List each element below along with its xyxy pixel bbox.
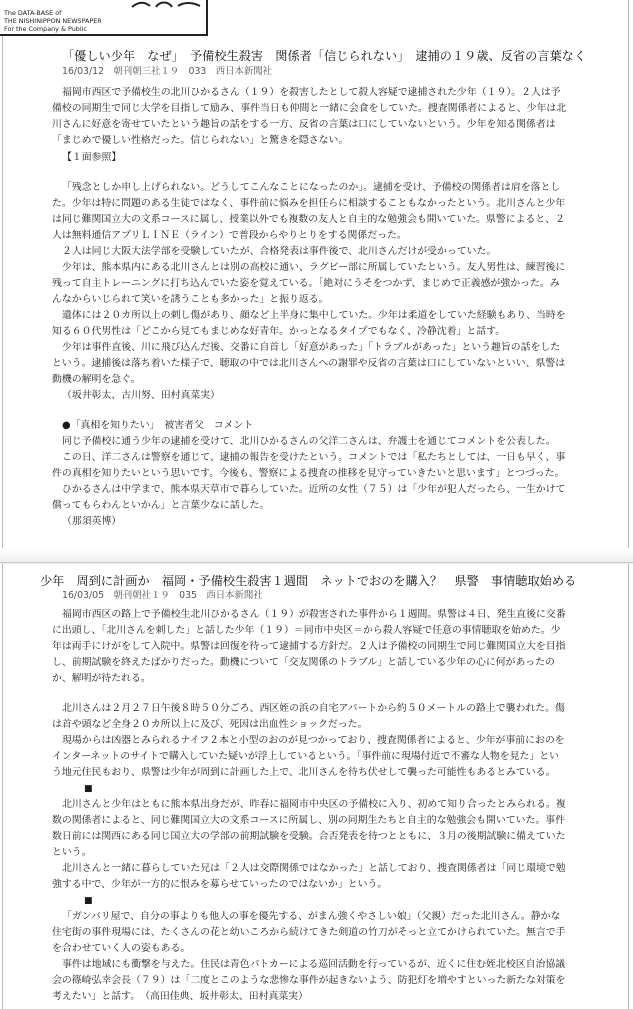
- article-body-line: 少年は、熊本県内にある北川さんとは別の高校に通い、ラグビー部に所属していたという。友人男性は、練習後に: [62, 262, 566, 273]
- article-body-line: 遺体には２０カ所以上の刺し傷があり、顔など上半身に集中していた。少年は柔道をしていた経験もあり、当時を: [62, 310, 566, 321]
- article-body-line: 「ガンバリ屋で、自分の事よりも他人の事を優先する、がまん強くやさしい娘」（父親）だった北川さん。静かな: [62, 911, 561, 922]
- article-body-line: に出頭し、「北川さんを刺した」と話した少年（１９）＝同市中央区＝から殺人容疑で任意の事情聴取を始めた。少: [52, 625, 561, 636]
- article-body-line: た。少年は特に問題のある生徒ではなく、事件前に悩みを担任らに相談することもなかったという。北川さんと少年: [52, 198, 566, 209]
- article-body-line: 福岡市西区の路上で予備校生北川ひかるさん（１９）が殺害された事件から１週間。県警は４日、発生直後に交番: [62, 609, 566, 620]
- article-byline: （坂井彰太、古川努、田村真菜実）: [62, 390, 221, 401]
- article-body-line: 少年は事件直後、川に飛び込んだ後、交番に自首し「好意があった」「トラブルがあった」という趣旨の話をした: [62, 342, 561, 353]
- article-body-line: 【１面参照】: [62, 152, 122, 163]
- article-body-line: は同じ難関国立大の文系コースに属し、授業以外でも複数の友人と自主的な勉強会も開いていた。県警によると、２: [52, 214, 566, 225]
- article-body-line: 事件は地域にも衝撃を与えた。住民は青色パトカーによる巡回活動を行っているが、近くに住む姪北校区自治協議: [62, 959, 566, 970]
- article-body-line: この日、洋二さんは警察を通じて、逮捕の報告を受けたという。コメントでは「私たちとしては、一日も早く、事: [62, 452, 566, 463]
- article-body-line: 北川さんは２月２７日午後８時５０分ごろ、西区姪の浜の自宅アパートから約５０メートルの路上で襲われた。傷: [62, 703, 565, 714]
- article-body-line: を合わせていく人の姿もある。: [52, 943, 191, 954]
- newspaper-database-logo: [0, 0, 208, 36]
- logo-line: The DATA-BASE of: [4, 9, 62, 17]
- article-clipping-1: [0, 36, 633, 558]
- logo-line: THE NISHINIPPON NEWSPAPER: [4, 17, 102, 25]
- section-divider-mark: ■: [84, 784, 93, 794]
- article-body-line: は首や頭など全身２０カ所以上に及び、死因は出血性ショックだった。: [52, 719, 368, 730]
- article-body-line: 同じ予備校に通う少年の逮捕を受けて、北川ひかるさんの父洋二さんは、弁護士を通じてコメントを公表した。: [62, 436, 556, 447]
- article-body-line: 住宅街の事件現場には、たくさんの花と幼いころから続けてきた剣道の竹刀がそっと立てかけられていた。無言で手: [52, 927, 566, 938]
- article-body-line: 「残念としか申し上げられない。どうしてこんなことになったのか」。逮捕を受け、予備校の関係者は肩を落とし: [62, 182, 561, 193]
- article-metadata: 16/03/05 朝刊朝社１９ 035 西日本新聞社: [62, 590, 263, 601]
- article-body-line: んなからいじられて笑いを誘うことも多かった」と振り返る。: [52, 294, 329, 305]
- article-body-line: か、解明が待たれる。: [52, 673, 151, 684]
- article-body-line: 残って自主トレーニングに打ち込んでいた姿を覚えている。「絶対にうそをつかず、まじめで正義感が強かった。み: [52, 278, 560, 289]
- article-body-line: 強する中で、少年が一方的に恨みを募らせていったのではないか」という。: [52, 879, 388, 890]
- article-body-line: 考えたい」と話す。 （高田佳典、坂井彰太、田村真菜実）: [52, 991, 308, 1002]
- article-body-line: 川さんに好意を寄せていたという趣旨の話をする一方、反省の言葉は口にしていないという。少年を知る関係者は: [52, 119, 556, 130]
- article-body-line: 年は両手にけがをして入院中。県警は回復を待って逮捕する方針だ。２人は予備校の同期生で同じ難関国立大を目指: [52, 641, 566, 652]
- article-body-line: 動機の解明を急ぐ。: [52, 374, 141, 385]
- logo-script-mark: [128, 0, 206, 8]
- article-body-line: 件の真相を知りたいという思いです。今後も、警察による捜査の推移を見守っていきたいと思います」とつづった。: [52, 468, 565, 479]
- article-body-line: ひかるさんは中学まで、熊本県天草市で暮らしていた。近所の女性（７５）は「少年が犯人だったら、一生かけて: [62, 484, 566, 495]
- article-body-line: 北川さんと少年はともに熊本県出身だが、昨春に福岡市中央区の予備校に入り、初めて知り合ったとみられる。複: [62, 799, 566, 810]
- article-body-line: 「まじめで優しい性格だった。信じられない」と驚きを隠さない。: [52, 135, 349, 146]
- article-body-line: し、前期試験を終えたばかりだった。動機について「交友関係のトラブル」と話している少年の心に何があったの: [52, 657, 555, 668]
- article-byline: （那須英博）: [62, 516, 122, 527]
- article-body-line: という。逮捕後は落ち着いた様子で、聴取の中では北川さんへの謝罪や反省の言葉は口にしていないといい、県警は: [52, 358, 566, 369]
- article-body-line: ２人は同じ大阪大法学部を受験していたが、合格発表は事件後で、北川さんだけが受かっていた。: [62, 246, 497, 257]
- article-clipping-2: [0, 562, 633, 1009]
- article-subheading: ●「真相を知りたい」 被害者父 コメント: [62, 420, 254, 431]
- article-body-line: インターネットのサイトで購入していた疑いが浮上しているという。「事件前に現場付近で不審な人物を見た」とい: [52, 751, 559, 762]
- article-body-line: 償ってもらわんといかん」と言葉少なに話した。: [52, 500, 270, 511]
- article-body-line: 福岡市西区で予備校生の北川ひかるさん（１９）を殺害したとして殺人容疑で逮捕された少年（１９）。２人は予: [62, 87, 561, 98]
- article-body-line: 人は無料通信アプリＬＩＮＥ（ライン）で普段からやりとりをする関係だった。: [52, 230, 407, 241]
- article-body-line: という。: [52, 847, 92, 858]
- article-body-line: 知る６０代男性は「どこから見てもまじめな好青年。かっとなるタイプでもなく、冷静沈着」と話す。: [52, 326, 506, 337]
- article-body-line: 北川さんと一緒に暮らしていた兄は「２人は交際関係ではなかった」と話しており、捜査関係者は「同じ環境で勉: [62, 863, 566, 874]
- article-metadata: 16/03/12 朝刊朝三社１９ 033 西日本新聞社: [62, 66, 273, 77]
- article-headline: 少年 周到に計画か 福岡・予備校生殺害１週間 ネットでおのを購入？ 県警 事情聴取始める: [40, 574, 577, 588]
- article-body-line: 会の篠崎弘幸会長（７９）は「二度とこのような悲惨な事件が起きないよう、防犯灯を増やすといった新たな対策を: [52, 975, 566, 986]
- section-divider-mark: ■: [84, 896, 93, 906]
- article-headline: 「優しい少年 なぜ」 予備校生殺害 関係者「信じられない」 逮捕の１９歳、反省の言葉なく: [62, 49, 587, 63]
- article-body-line: 数の関係者によると、同じ難関国立大の文系コースに所属し、別の同期生たちと自主的な勉強会も開いていた。事件: [52, 815, 566, 826]
- article-body-line: う地元住民もおり、県警は少年が周到に計画した上で、北川さんを待ち伏せして襲った可能性もあるとみている。: [52, 767, 556, 778]
- logo-line: For the Company & Public: [4, 25, 87, 33]
- article-body-line: 備校の同期生で同じ大学を目指して励み、事件当日も仲間と一緒に会食をしていた。捜査関係者によると、少年は北: [52, 103, 567, 114]
- article-body-line: 現場からは凶器とみられるナイフ２本と小型のおのが見つかっており、捜査関係者によると、少年が事前におのを: [62, 735, 565, 746]
- article-body-line: 数日前には関西にある同じ国立大の学部の前期試験を受験。合否発表を待つとともに、３月の後期試験に備えていた: [52, 831, 566, 842]
